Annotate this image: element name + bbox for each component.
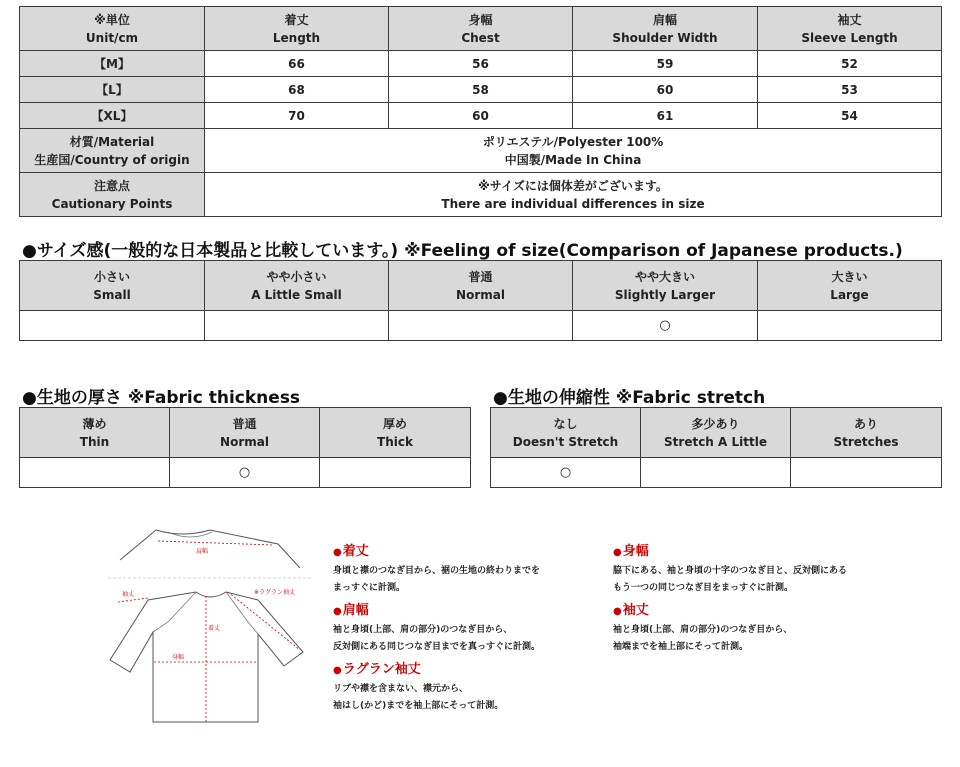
table-cell: 68 (205, 77, 389, 103)
feel-large-mark (758, 311, 942, 341)
stretches-mark (791, 458, 942, 488)
fabric-thickness-title: ●生地の厚さ ※Fabric thickness (22, 388, 301, 408)
thick-mark (320, 458, 471, 488)
caution-row (20, 173, 942, 217)
feel-small-mark (20, 311, 205, 341)
table-cell: 70 (205, 103, 389, 129)
bullet-icon: ● (333, 606, 342, 617)
length-header: 着丈 Length (205, 7, 389, 51)
feel-slightly-larger-header: やや大きい Slightly Larger (573, 261, 758, 311)
note-chest: ●身幅 脇下にある、袖と身頃の十字のつなぎ目と、反対側にある もう一つの同じつなぎ目をまっすぐに計測。 (613, 544, 848, 593)
size-table-header (20, 7, 942, 51)
bullet-icon: ● (613, 547, 622, 558)
size-table (19, 6, 942, 217)
table-cell: 59 (573, 51, 758, 77)
shoulder-header: 肩幅 Shoulder Width (573, 7, 758, 51)
bullet-icon: ● (613, 606, 622, 617)
no-stretch-header: なし Doesn't Stretch (491, 408, 641, 458)
note-length: ●着丈 身頃と襟のつなぎ目から、裾の生地の終わりまでを まっすぐに計測。 (333, 544, 541, 593)
material-value: ポリエステル/Polyester 100% 中国製/Made In China (205, 129, 942, 173)
feel-normal-mark (389, 311, 573, 341)
size-feeling-table (19, 260, 942, 341)
feel-little-small-header: やや小さい A Little Small (205, 261, 389, 311)
diagram-label-sleeve: 袖丈 (122, 591, 135, 598)
table-row (20, 103, 942, 129)
table-cell: 54 (758, 103, 942, 129)
caution-value: ※サイズには個体差がございます。 There are individual differences in size (205, 173, 942, 217)
unit-header: ※単位 Unit/cm (20, 7, 205, 51)
diagram-label-length: 着丈 (208, 625, 221, 632)
fabric-stretch-table (490, 407, 942, 488)
shirt-front-outline (110, 592, 303, 722)
note-sleeve: ●袖丈 袖と身頃(上部、肩の部分)のつなぎ目から、 袖端までを袖上部にそって計測。 (613, 603, 793, 652)
little-stretch-mark (641, 458, 791, 488)
table-row (20, 77, 942, 103)
feel-large-header: 大きい Large (758, 261, 942, 311)
feel-small-header: 小さい Small (20, 261, 205, 311)
normal-mark: ○ (170, 458, 320, 488)
note-raglan: ●ラグラン袖丈 リブや襟を含まない、襟元から、 袖はし(かど)までを袖上部にそって計測。 (333, 662, 504, 711)
fabric-thickness-table (19, 407, 471, 488)
sleeve-header: 袖丈 Sleeve Length (758, 7, 942, 51)
size-label: 【L】 (20, 77, 205, 103)
diagram-label-raglan: ※ラグラン袖丈 (254, 589, 296, 596)
table-cell: 66 (205, 51, 389, 77)
table-cell: 58 (389, 77, 573, 103)
fabric-stretch-title: ●生地の伸縮性 ※Fabric stretch (493, 388, 766, 408)
table-cell: 56 (389, 51, 573, 77)
table-row (20, 51, 942, 77)
note-shoulder: ●肩幅 袖と身頃(上部、肩の部分)のつなぎ目から、 反対側にある同じつなぎ目までを真っすぐに計測。 (333, 603, 541, 652)
sleeve-measure-line (118, 598, 148, 602)
bullet-icon: ● (333, 547, 342, 558)
size-feeling-title: ●サイズ感(一般的な日本製品と比較しています。) ※Feeling of size(Comparison of Japanese products.) (22, 241, 903, 261)
no-stretch-mark: ○ (491, 458, 641, 488)
caution-label: 注意点 Cautionary Points (20, 173, 205, 217)
diagram-label-chest: 身幅 (172, 654, 185, 661)
table-cell: 60 (573, 77, 758, 103)
material-row (20, 129, 942, 173)
thin-header: 薄め Thin (20, 408, 170, 458)
shoulder-measure-line (158, 541, 273, 545)
size-label: 【M】 (20, 51, 205, 77)
table-cell: 53 (758, 77, 942, 103)
chest-header: 身幅 Chest (389, 7, 573, 51)
table-cell: 52 (758, 51, 942, 77)
stretches-header: あり Stretches (791, 408, 942, 458)
size-label: 【XL】 (20, 103, 205, 129)
diagram-label-shoulder: 肩幅 (196, 548, 209, 555)
garment-measurement-diagram (108, 522, 313, 732)
bullet-icon: ● (333, 665, 342, 676)
table-cell: 61 (573, 103, 758, 129)
little-stretch-header: 多少あり Stretch A Little (641, 408, 791, 458)
table-cell: 60 (389, 103, 573, 129)
shirt-back-outline (120, 530, 300, 568)
feel-slightly-larger-mark: ○ (573, 311, 758, 341)
thick-header: 厚め Thick (320, 408, 471, 458)
material-label: 材質/Material 生産国/Country of origin (20, 129, 205, 173)
feel-normal-header: 普通 Normal (389, 261, 573, 311)
thin-mark (20, 458, 170, 488)
normal-header: 普通 Normal (170, 408, 320, 458)
feel-little-small-mark (205, 311, 389, 341)
